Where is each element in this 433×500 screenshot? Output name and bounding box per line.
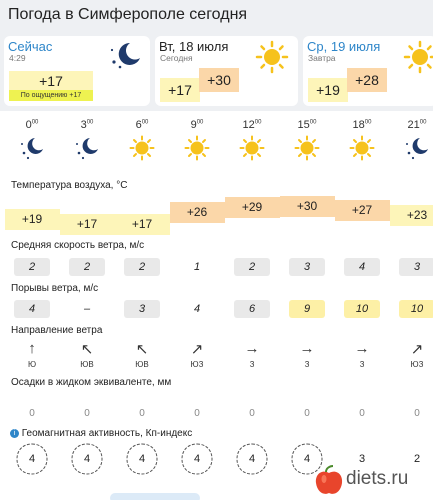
gust-cell: 10 (399, 300, 433, 318)
precip-cell: 0 (304, 408, 310, 419)
page-title: Погода в Симферополе сегодня (8, 6, 248, 23)
direction-section-title: Направление ветра (11, 325, 103, 336)
wind-speed-cell: 2 (14, 258, 50, 276)
precip-cell: 0 (29, 408, 35, 419)
tomorrow-max-temp: +28 (347, 68, 387, 92)
hour-value: 15 (297, 119, 310, 131)
minute-value: 00 (309, 119, 317, 126)
temperature-cell: +26 (170, 202, 225, 223)
kp-value: 4 (138, 453, 146, 465)
gust-cell: 4 (193, 303, 201, 315)
gust-cell: 6 (234, 300, 270, 318)
wind-direction-label: ЮВ (80, 360, 94, 369)
temperature-section-title: Температура воздуха, °C (11, 180, 128, 191)
hour-label (232, 119, 272, 131)
wind-speed-cell: 1 (193, 261, 201, 273)
sun-icon (184, 135, 210, 161)
precip-cell: 0 (414, 408, 420, 419)
wind-direction-label: З (359, 360, 365, 369)
apple-logo-icon (312, 464, 346, 498)
gust-cell: 10 (344, 300, 380, 318)
precip-cell: 0 (139, 408, 145, 419)
precip-cell: 0 (359, 408, 365, 419)
wind-direction-arrow-icon: → (244, 340, 260, 357)
minute-value: 00 (196, 119, 204, 126)
wind-direction-arrow-icon: ↗ (410, 341, 424, 358)
current-label: Сейчас (8, 39, 53, 54)
hour-value: 3 (80, 119, 87, 131)
gust-cell: 9 (289, 300, 325, 318)
hour-label (342, 119, 382, 131)
moon-stars-icon (404, 135, 430, 161)
today-card[interactable] (155, 36, 298, 106)
hour-value: 18 (352, 119, 365, 131)
wind-speed-cell: 4 (344, 258, 380, 276)
tomorrow-min-temp: +19 (308, 78, 348, 102)
hour-value: 0 (25, 119, 32, 131)
bottom-tab-left[interactable] (0, 493, 100, 500)
gust-cell: 4 (14, 300, 50, 318)
hour-label (67, 119, 107, 131)
diets-logo (312, 462, 433, 500)
wind-direction-arrow-icon: ↑ (28, 340, 36, 357)
sun-icon (294, 135, 320, 161)
temperature-cell: +19 (5, 209, 60, 230)
precip-cell: 0 (249, 408, 255, 419)
sun-icon (349, 135, 375, 161)
hour-label (12, 119, 52, 131)
wind-section-title: Средняя скорость ветра, м/с (11, 240, 145, 251)
minute-value: 00 (419, 119, 427, 126)
precip-cell: 0 (84, 408, 90, 419)
wind-speed-cell: 2 (69, 258, 105, 276)
wind-speed-cell: 3 (289, 258, 325, 276)
temperature-cell: +29 (225, 197, 280, 218)
wind-direction-arrow-icon: ↗ (190, 341, 204, 358)
kp-value: 4 (28, 453, 36, 465)
wind-direction-label: ЮЗ (190, 360, 204, 369)
kp-index-badge (235, 442, 269, 476)
temperature-cell: +27 (335, 200, 390, 221)
kp-value: 4 (303, 453, 311, 465)
kp-index-badge (125, 442, 159, 476)
sun-icon (403, 40, 433, 74)
gust-section-title: Порывы ветра, м/с (11, 283, 99, 294)
hourly-forecast-table (0, 111, 433, 500)
kp-value: 3 (358, 453, 366, 465)
wind-direction-label: ЮЗ (410, 360, 424, 369)
minute-value: 00 (254, 119, 262, 126)
current-time: 4:29 (9, 53, 26, 63)
wind-direction-label: З (249, 360, 255, 369)
kp-index-badge (180, 442, 214, 476)
wind-speed-cell: 2 (234, 258, 270, 276)
hour-value: 12 (242, 119, 255, 131)
logo-text: diets.ru (346, 468, 409, 489)
moon-stars-icon (108, 40, 142, 70)
feels-like: По ощущению +17 (9, 90, 93, 101)
wind-direction-arrow-icon: → (354, 340, 370, 357)
wind-direction-label: Ю (27, 360, 37, 369)
hour-label (122, 119, 162, 131)
sun-icon (239, 135, 265, 161)
kp-value: 4 (248, 453, 256, 465)
precip-cell: 0 (194, 408, 200, 419)
kp-value: 4 (83, 453, 91, 465)
temperature-cell: +17 (60, 214, 115, 235)
hour-label (287, 119, 327, 131)
bottom-tab-right[interactable] (110, 493, 200, 500)
today-sub: Сегодня (160, 53, 193, 63)
today-max-temp: +30 (199, 68, 239, 92)
temperature-cell: +23 (390, 205, 433, 226)
minute-value: 00 (141, 119, 149, 126)
kp-index-badge (70, 442, 104, 476)
tomorrow-sub: Завтра (308, 53, 336, 63)
sun-icon (129, 135, 155, 161)
minute-value: 00 (86, 119, 94, 126)
sun-icon (255, 40, 289, 74)
current-temperature: +17 (9, 71, 93, 91)
hour-value: 6 (135, 119, 142, 131)
current-weather-card[interactable] (4, 36, 150, 106)
wind-speed-cell: 3 (399, 258, 433, 276)
moon-stars-icon (74, 135, 100, 161)
moon-stars-icon (19, 135, 45, 161)
kp-value: 2 (413, 453, 421, 465)
kp-section-label: Геомагнитная активность, Кп-индекс (21, 428, 193, 439)
hour-label (177, 119, 217, 131)
precip-section-title: Осадки в жидком эквиваленте, мм (11, 377, 172, 388)
gust-cell: 3 (124, 300, 160, 318)
wind-direction-arrow-icon: ↖ (80, 341, 94, 358)
kp-section-title[interactable] (10, 428, 192, 439)
hour-value: 21 (407, 119, 420, 131)
wind-direction-arrow-icon: ↖ (135, 341, 149, 358)
today-date: Вт, 18 июля (159, 39, 229, 54)
hour-value: 9 (190, 119, 197, 131)
minute-value: 00 (364, 119, 372, 126)
gust-cell: – (83, 303, 91, 315)
wind-direction-label: З (304, 360, 310, 369)
minute-value: 00 (31, 119, 39, 126)
tomorrow-card[interactable] (303, 36, 433, 106)
temperature-cell: +30 (280, 196, 335, 217)
wind-direction-label: ЮВ (135, 360, 149, 369)
wind-direction-arrow-icon: → (299, 340, 315, 357)
hour-label (397, 119, 433, 131)
kp-value: 4 (193, 453, 201, 465)
temperature-cell: +17 (115, 214, 170, 235)
info-icon[interactable]: i (10, 429, 19, 438)
wind-speed-cell: 2 (124, 258, 160, 276)
today-min-temp: +17 (160, 78, 200, 102)
tomorrow-date: Ср, 19 июля (307, 39, 381, 54)
kp-index-badge (15, 442, 49, 476)
